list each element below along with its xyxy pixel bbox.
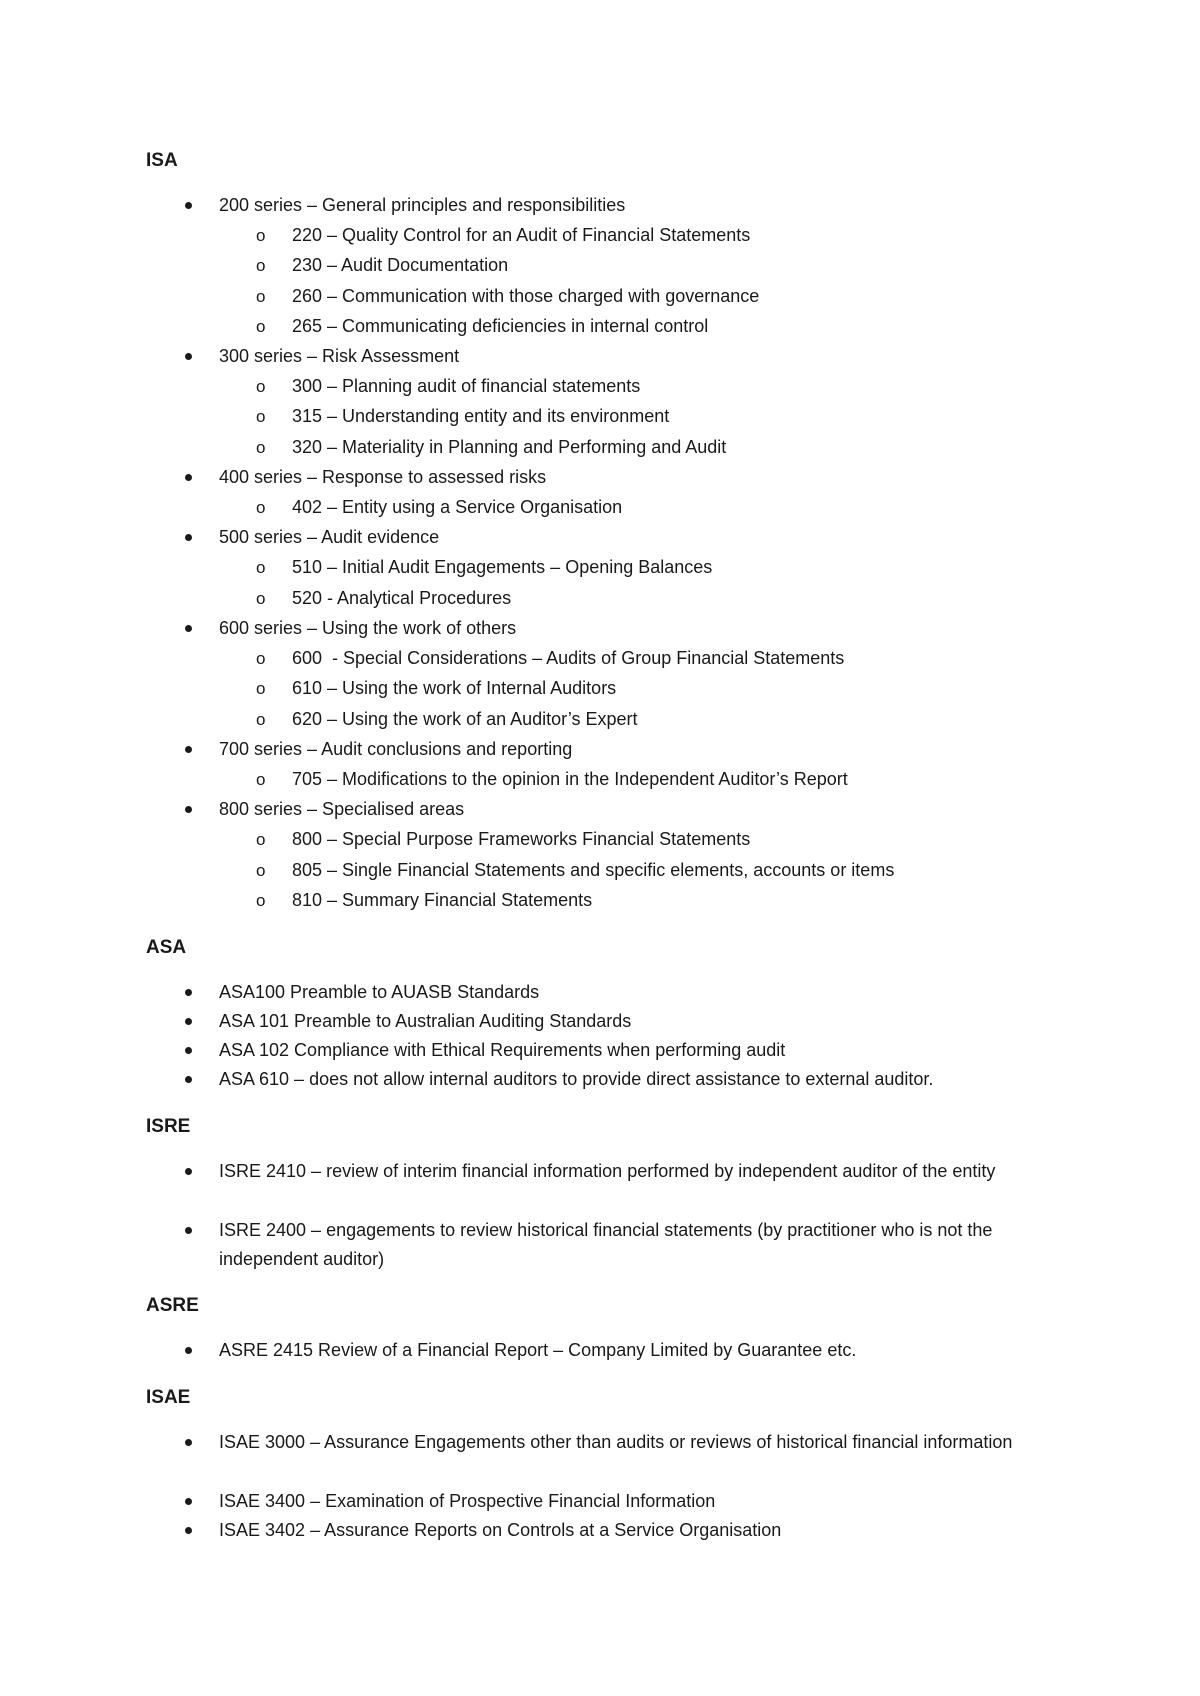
list-item: 500 series – Audit evidence: [219, 527, 440, 547]
sub-list-item: 805 – Single Financial Statements and specific elements, accounts or items: [292, 860, 895, 880]
section-heading-asa: ASA: [146, 937, 187, 958]
sub-list-item: 315 – Understanding entity and its environment: [292, 406, 670, 426]
bullet-icon: [185, 1076, 192, 1083]
bullet-icon: [185, 202, 192, 209]
sub-list-item: 265 – Communicating deficiencies in internal control: [292, 316, 709, 336]
list-item: ASA 610 – does not allow internal auditors to provide direct assistance to external auditor.: [219, 1069, 934, 1089]
list-item: ISAE 3400 – Examination of Prospective Financial Information: [219, 1491, 716, 1511]
sub-list-item: 800 – Special Purpose Frameworks Financial Statements: [292, 829, 751, 849]
section-heading-isa: ISA: [146, 150, 178, 171]
bullet-icon: [185, 1439, 192, 1446]
circle-bullet-icon: o: [256, 861, 266, 880]
sub-list-item: 300 – Planning audit of financial statements: [292, 376, 641, 396]
sub-list-item: 810 – Summary Financial Statements: [292, 890, 593, 910]
bullet-icon: [185, 806, 192, 813]
circle-bullet-icon: o: [256, 256, 266, 275]
sub-list-item: 705 – Modifications to the opinion in the Independent Auditor’s Report: [292, 769, 848, 789]
list-item: ASA 101 Preamble to Australian Auditing Standards: [219, 1011, 632, 1031]
bullet-icon: [185, 534, 192, 541]
circle-bullet-icon: o: [256, 558, 266, 577]
circle-bullet-icon: o: [256, 679, 266, 698]
sub-list-item: 610 – Using the work of Internal Auditors: [292, 678, 617, 698]
bullet-icon: [185, 625, 192, 632]
circle-bullet-icon: o: [256, 649, 266, 668]
sub-list-item: 600 - Special Considerations – Audits of Group Financial Statements: [292, 648, 845, 668]
bullet-icon: [185, 1227, 192, 1234]
section-heading-isae: ISAE: [146, 1387, 191, 1408]
list-item: ASA100 Preamble to AUASB Standards: [219, 982, 540, 1002]
list-item: ISAE 3402 – Assurance Reports on Controls at a Service Organisation: [219, 1520, 782, 1540]
sub-list-item: 320 – Materiality in Planning and Performing and Audit: [292, 437, 727, 457]
sub-list-item: 510 – Initial Audit Engagements – Opening Balances: [292, 557, 713, 577]
bullet-icon: [185, 1527, 192, 1534]
circle-bullet-icon: o: [256, 377, 266, 396]
bullet-icon: [185, 989, 192, 996]
circle-bullet-icon: o: [256, 830, 266, 849]
circle-bullet-icon: o: [256, 407, 266, 426]
sub-list-item: 230 – Audit Documentation: [292, 255, 509, 275]
bullet-icon: [185, 746, 192, 753]
list-item: 600 series – Using the work of others: [219, 618, 517, 638]
bullet-icon: [185, 474, 192, 481]
list-item: ISAE 3000 – Assurance Engagements other than audits or reviews of historical financial information: [219, 1432, 1013, 1452]
sub-list-item: 260 – Communication with those charged with governance: [292, 286, 760, 306]
sub-list-item: 402 – Entity using a Service Organisation: [292, 497, 623, 517]
list-item: 300 series – Risk Assessment: [219, 346, 460, 366]
sub-list-item: 220 – Quality Control for an Audit of Financial Statements: [292, 225, 751, 245]
list-item: ASRE 2415 Review of a Financial Report – Company Limited by Guarantee etc.: [219, 1340, 857, 1360]
circle-bullet-icon: o: [256, 317, 266, 336]
list-item: ASA 102 Compliance with Ethical Requirements when performing audit: [219, 1040, 786, 1060]
list-item: ISRE 2400 – engagements to review historical financial statements (by practitioner who is not the independent auditor): [219, 1220, 993, 1269]
circle-bullet-icon: o: [256, 226, 266, 245]
bullet-icon: [185, 1168, 192, 1175]
bullet-icon: [185, 1498, 192, 1505]
bullet-icon: [185, 1018, 192, 1025]
section-heading-isre: ISRE: [146, 1116, 191, 1137]
list-item: 200 series – General principles and responsibilities: [219, 195, 626, 215]
list-item: 800 series – Specialised areas: [219, 799, 465, 819]
circle-bullet-icon: o: [256, 287, 266, 306]
sub-list-item: 520 - Analytical Procedures: [292, 588, 512, 608]
list-item: ISRE 2410 – review of interim financial information performed by independent auditor of the entity: [219, 1161, 996, 1181]
bullet-icon: [185, 1047, 192, 1054]
sub-list-item: 620 – Using the work of an Auditor’s Expert: [292, 709, 638, 729]
circle-bullet-icon: o: [256, 710, 266, 729]
list-item: 700 series – Audit conclusions and reporting: [219, 739, 573, 759]
circle-bullet-icon: o: [256, 438, 266, 457]
list-item: 400 series – Response to assessed risks: [219, 467, 547, 487]
section-heading-asre: ASRE: [146, 1295, 199, 1316]
circle-bullet-icon: o: [256, 770, 266, 789]
bullet-icon: [185, 353, 192, 360]
circle-bullet-icon: o: [256, 498, 266, 517]
circle-bullet-icon: o: [256, 589, 266, 608]
bullet-icon: [185, 1347, 192, 1354]
circle-bullet-icon: o: [256, 891, 266, 910]
